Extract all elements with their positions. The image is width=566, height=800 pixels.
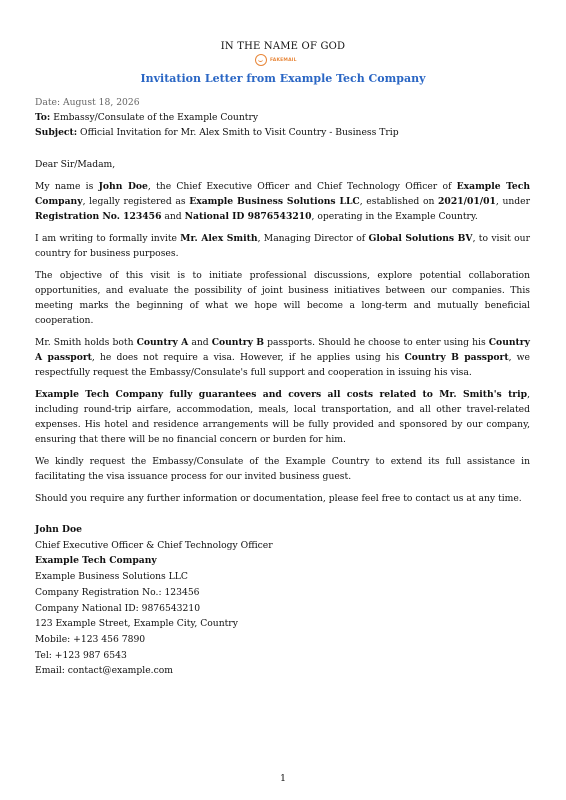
paragraph-invitation (35, 231, 530, 261)
subject-label: Subject: (35, 127, 78, 138)
paragraph-objective: The objective of this visit is to initiate professional discussions, explore potential collaboration opportunities, and evaluate the possibility of joint business initiatives between our companies. This meeting marks the beginning of what we hope will become a long-term and mutually beneficial cooperation. (35, 270, 530, 326)
text: , the Chief Executive Officer and Chief Technology Officer of (147, 181, 457, 192)
text: passports. Should he choose to enter using his (264, 337, 489, 348)
paragraph-closing: Should you require any further information or documentation, please feel free to contact us at any time. (35, 493, 522, 504)
text: , Managing Director of (257, 233, 369, 244)
signer-name: John Doe (35, 524, 82, 535)
page-number: 1 (279, 773, 287, 784)
text: Mr. Smith holds both (35, 337, 137, 348)
subject-value: Official Invitation for Mr. Alex Smith to Visit Country - Business Trip (77, 127, 399, 138)
mobile-number: Mobile: +123 456 7890 (35, 633, 146, 645)
text: , we respectfully request the Embassy/Consulate's full support and cooperation in issuing his visa. (35, 352, 530, 378)
text: , under (495, 196, 530, 207)
text: and (161, 211, 185, 222)
national-id: Company National ID: 9876543210 (35, 602, 201, 614)
telephone-number: Tel: +123 987 6543 (35, 649, 127, 661)
bold-text: Country B (211, 337, 265, 348)
paragraph-introduction (35, 179, 530, 224)
bold-text: 2021/01/01 (438, 196, 496, 207)
bold-text: Country B passport (404, 352, 509, 363)
text: , legally registered as (82, 196, 190, 207)
registration-number: Company Registration No.: 123456 (35, 586, 200, 598)
letter-body (35, 95, 530, 679)
signature-block (35, 522, 530, 679)
text: , to visit our country for business purposes. (35, 233, 530, 259)
text: , operating in the Example Country. (311, 211, 478, 222)
bold-text: Mr. Alex Smith (180, 233, 258, 244)
text: I am writing to formally invite (35, 233, 181, 244)
recipient-line (35, 110, 530, 125)
signer-position: Chief Executive Officer & Chief Technology Officer (35, 539, 273, 551)
text: My name is (35, 181, 99, 192)
bold-text: Example Business Solutions LLC (189, 196, 360, 207)
logo-icon (255, 54, 267, 66)
text: , he does not require a visa. However, if he applies using his (91, 352, 405, 363)
legal-name: Example Business Solutions LLC (35, 571, 188, 583)
text: and (188, 337, 212, 348)
to-value: Embassy/Consulate of the Example Country (50, 112, 259, 123)
salutation: Dear Sir/Madam, (35, 159, 116, 170)
bold-text: Registration No. 123456 (35, 211, 162, 222)
letter-date: Date: August 18, 2026 (35, 97, 140, 108)
to-label: To: (35, 112, 51, 123)
letter-title: Invitation Letter from Example Tech Company (140, 72, 426, 85)
address: 123 Example Street, Example City, Country (35, 618, 238, 630)
company-logo (255, 53, 297, 67)
signer-company: Example Tech Company (35, 555, 157, 567)
text: , including round-trip airfare, accommodation, meals, local transportation, and all other travel-related expenses. His hotel and residence arrangements will be fully provided and sponsored by our company, ensuring that there will be no financial concern or burden for him. (35, 389, 530, 445)
bold-text: Example Tech Company (35, 181, 530, 207)
text: , established on (359, 196, 439, 207)
paragraph-guarantee (35, 387, 530, 447)
bold-text: Country A passport (35, 337, 530, 363)
bold-text: Country A (136, 337, 189, 348)
paragraph-request: We kindly request the Embassy/Consulate of the Example Country to extend its full assistance in facilitating the visa issuance process for our invited business guest. (35, 456, 530, 482)
header-top-line: IN THE NAME OF GOD (220, 41, 346, 52)
bold-text: Global Solutions BV (368, 233, 473, 244)
subject-line (35, 125, 530, 140)
bold-text: Example Tech Company fully guarantees and covers all costs related to Mr. Smith's trip (35, 389, 528, 400)
paragraph-passports (35, 335, 530, 380)
bold-text: John Doe (98, 181, 148, 192)
bold-text: National ID 9876543210 (184, 211, 312, 222)
logo-text: FAKEMAIL (270, 57, 297, 63)
email-address: Email: contact@example.com (35, 665, 173, 677)
